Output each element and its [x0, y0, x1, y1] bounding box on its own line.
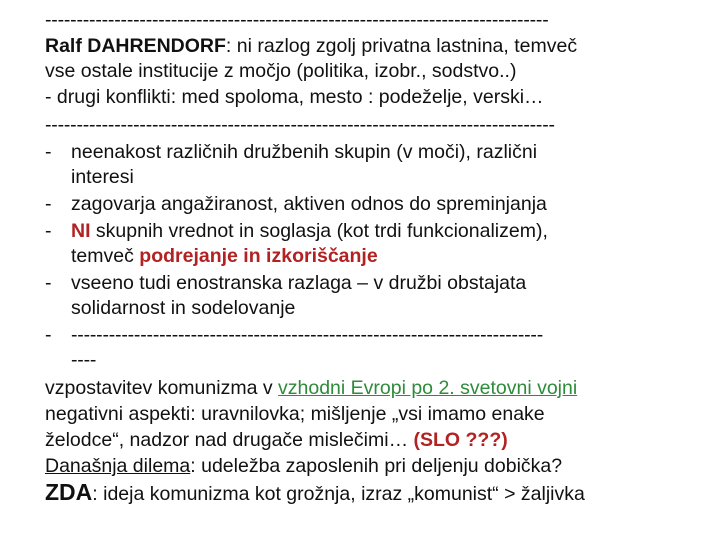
bullet-dash: -	[45, 272, 52, 294]
line-stomachs	[45, 428, 717, 452]
divider-top: --------------------------------------------------------------------------------	[45, 9, 549, 31]
emphasis-ni: NI	[71, 220, 91, 242]
emphasis-subordination: podrejanje in izkoriščanje	[139, 245, 378, 267]
bullet-dash: -	[45, 220, 52, 242]
line-dilemma	[45, 454, 717, 478]
line-dahrendorf	[45, 34, 717, 58]
bullet-1-line-1: neenakost različnih družbenih skupin (v moči), različni	[71, 141, 538, 163]
divider-middle: ---------------------------------------------------------------------------------	[45, 114, 555, 136]
bullet-4-line-1: vseeno tudi enostranska razlaga – v družbi obstajata	[71, 272, 527, 294]
usa-text: : ideja komunizma kot grožnja, izraz „komunist“ > žaljivka	[92, 483, 585, 505]
bullet-dash: -	[45, 324, 52, 346]
bullet-3-prefix: temveč	[71, 245, 140, 267]
line-communism	[45, 376, 717, 400]
line-negative-aspects: negativni aspekti: uravnilovka; mišljenje „vsi imamo enake	[45, 403, 545, 425]
bullet-1-line-2: interesi	[71, 166, 134, 188]
line-dahrendorf-text: : ni razlog zgolj privatna lastnina, temveč	[225, 35, 578, 57]
usa-label: ZDA	[45, 479, 93, 505]
line-institutions: vse ostale institucije z močjo (politika, izobr., sodstvo..)	[45, 60, 517, 82]
bullet-dash: -	[45, 141, 52, 163]
dilemma-text: : udeležba zaposlenih pri deljenju dobička?	[190, 455, 563, 477]
bullet-dash: -	[45, 193, 52, 215]
link-eastern-europe[interactable]: vzhodni Evropi po 2. svetovni vojni	[278, 377, 578, 399]
bullet-3-text: skupnih vrednot in soglasja (kot trdi funkcionalizem),	[90, 220, 548, 242]
bullet-2: zagovarja angažiranost, aktiven odnos do spreminjanja	[71, 193, 547, 215]
line-usa	[45, 480, 717, 506]
dilemma-label: Današnja dilema	[45, 455, 191, 477]
bullet-3-line-1	[71, 219, 720, 243]
line-stomachs-text: želodce“, nadzor nad drugače mislečimi…	[45, 429, 414, 451]
bullet-5-dashes: ---------------------------------------------------------------------------	[71, 324, 544, 346]
emphasis-slo: (SLO ???)	[413, 429, 508, 451]
line-communism-text: vzpostavitev komunizma v	[45, 377, 279, 399]
bullet-3-line-2	[71, 244, 720, 268]
bullet-4-line-2: solidarnost in sodelovanje	[71, 297, 296, 319]
author-name: Ralf DAHRENDORF	[45, 35, 226, 57]
bullet-5-dashes-wrap: ----	[71, 349, 97, 371]
line-other-conflicts: - drugi konflikti: med spoloma, mesto : podeželje, verski…	[45, 86, 544, 108]
